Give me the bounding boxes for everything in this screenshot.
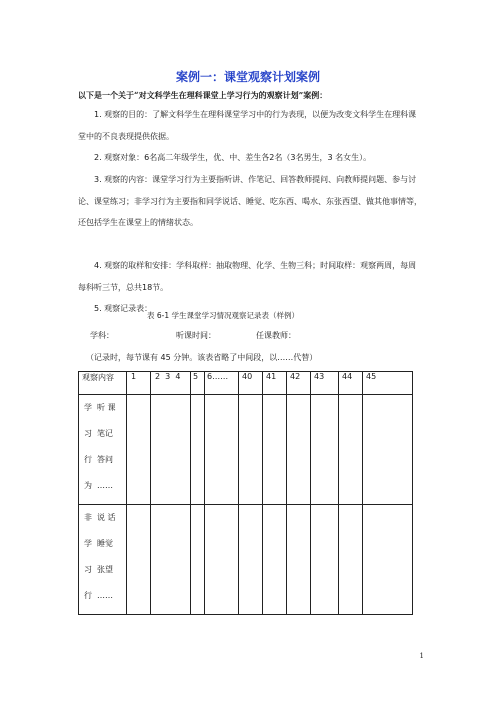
record-cell[interactable] bbox=[205, 395, 239, 505]
paragraph-sampling: 4. 观察的取样和安排：学科取样：抽取物理、化学、生物三科；时间取样：观察两周，每周每科听三节，总共18节。 bbox=[78, 261, 417, 292]
record-cell[interactable] bbox=[363, 395, 413, 505]
record-cell[interactable] bbox=[339, 395, 363, 505]
item-label: 张望 bbox=[97, 565, 113, 574]
category-char: 行 bbox=[84, 455, 92, 464]
header-cell: 42 bbox=[287, 372, 311, 395]
item-label: 听 课 bbox=[97, 403, 116, 412]
header-cell: 41 bbox=[263, 372, 287, 395]
item-label: 笔记 bbox=[97, 429, 113, 438]
record-cell[interactable] bbox=[127, 505, 151, 615]
category-char: 学 bbox=[84, 403, 92, 412]
meta-subject: 学科： bbox=[90, 331, 114, 340]
header-cell: 6…… bbox=[205, 372, 239, 395]
record-cell[interactable] bbox=[287, 395, 311, 505]
header-cell: 观察内容 bbox=[79, 372, 127, 395]
category-char: 为 bbox=[84, 481, 92, 490]
record-cell[interactable] bbox=[339, 505, 363, 615]
category-char: 行 bbox=[84, 591, 92, 600]
record-cell[interactable] bbox=[363, 505, 413, 615]
table-caption: 表 6-1 学生课堂学习情况观察记录表（样例） bbox=[147, 311, 300, 320]
category-char: 非 bbox=[84, 513, 92, 522]
header-cell: 40 bbox=[239, 372, 263, 395]
record-cell[interactable] bbox=[287, 505, 311, 615]
record-cell[interactable] bbox=[191, 395, 205, 505]
paragraph-subjects: 2. 观察对象：6名高二年级学生，优、中、差生各2名（3名男生，3 名女生）。 bbox=[94, 153, 372, 162]
meta-time: 听课时间： bbox=[176, 331, 216, 340]
item-label: …… bbox=[97, 481, 113, 490]
paragraph-content: 3. 观察的内容：课堂学习行为主要指听讲、作笔记、回答教师提问、向教师提问题、参与讨论、课堂练习；非学习行为主要指和同学说话、睡觉、吃东西、喝水、东张西望、做其他事情等，还包括学生在课堂上的情绪状态。 bbox=[78, 175, 422, 227]
header-cell: 43 bbox=[311, 372, 339, 395]
group-cell-learning bbox=[79, 395, 127, 505]
page-number: 1 bbox=[419, 652, 424, 660]
record-cell[interactable] bbox=[263, 505, 287, 615]
header-cell: 5 bbox=[191, 372, 205, 395]
header-cell: 45 bbox=[363, 372, 413, 395]
record-cell[interactable] bbox=[311, 395, 339, 505]
header-cell: 44 bbox=[339, 372, 363, 395]
header-cell: 1 bbox=[127, 372, 151, 395]
category-char: 习 bbox=[84, 565, 92, 574]
page-title: 案例一：课堂观察计划案例 bbox=[175, 70, 320, 84]
paragraph-record-form: 5. 观察记录表： bbox=[94, 304, 153, 313]
record-cell[interactable] bbox=[191, 505, 205, 615]
category-char: 学 bbox=[84, 539, 92, 548]
meta-teacher: 任课教师： bbox=[256, 331, 296, 340]
category-char: 习 bbox=[84, 429, 92, 438]
record-cell[interactable] bbox=[239, 505, 263, 615]
group-cell-non-learning bbox=[79, 505, 127, 615]
record-cell[interactable] bbox=[151, 505, 191, 615]
intro-line: 以下是一个关于“对文科学生在理科课堂上学习行为的观察计划”案例： bbox=[78, 90, 328, 100]
record-cell[interactable] bbox=[311, 505, 339, 615]
record-cell[interactable] bbox=[239, 395, 263, 505]
record-cell[interactable] bbox=[151, 395, 191, 505]
record-cell[interactable] bbox=[127, 395, 151, 505]
item-label: 答问 bbox=[97, 455, 113, 464]
table-row bbox=[79, 505, 413, 615]
item-label: …… bbox=[97, 591, 113, 600]
record-cell[interactable] bbox=[205, 505, 239, 615]
item-label: 睡觉 bbox=[97, 539, 113, 548]
paragraph-purpose: 1. 观察的目的：了解文科学生在理科课堂学习中的行为表现，以便为改变文科学生在理科课堂中的不良表现提供依据。 bbox=[78, 110, 417, 141]
observation-table bbox=[78, 371, 413, 615]
header-cell: 2 3 4 bbox=[151, 372, 191, 395]
item-label: 说 话 bbox=[97, 513, 116, 522]
record-cell[interactable] bbox=[263, 395, 287, 505]
table-row bbox=[79, 395, 413, 505]
table-note: （记录时，每节课有 45 分钟。该表省略了中间段，以……代替） bbox=[86, 353, 318, 362]
table-header-row bbox=[79, 372, 413, 395]
